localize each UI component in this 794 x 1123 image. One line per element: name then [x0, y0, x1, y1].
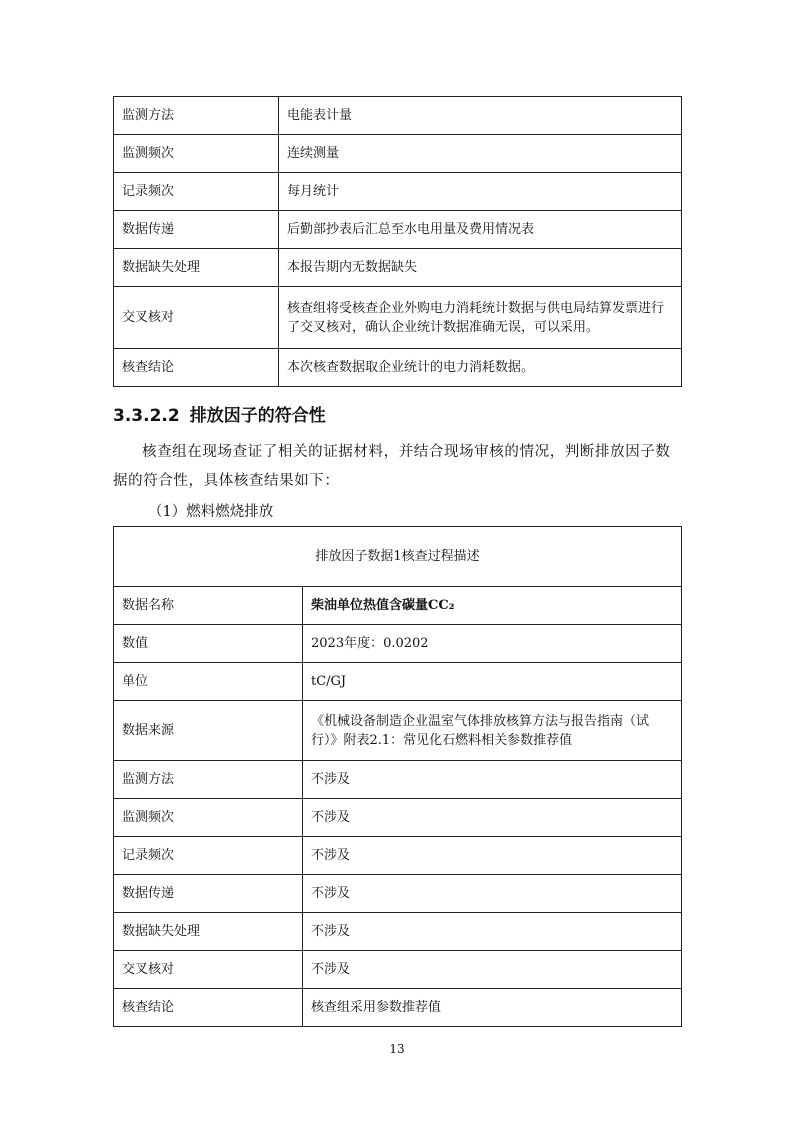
row-key: 核查结论	[114, 349, 279, 387]
row-value: 不涉及	[303, 837, 682, 875]
table-row	[114, 211, 682, 249]
row-key: 交叉核对	[114, 951, 303, 989]
row-key: 监测方法	[114, 761, 303, 799]
row-value: tC/GJ	[303, 663, 682, 701]
row-key: 数据传递	[114, 875, 303, 913]
row-value: 连续测量	[279, 135, 682, 173]
row-key: 数据名称	[114, 587, 303, 625]
row-key: 交叉核对	[114, 287, 279, 349]
table-header-row	[114, 527, 682, 587]
row-value: 2023年度：0.0202	[303, 625, 682, 663]
table-row	[114, 761, 682, 799]
table-row	[114, 625, 682, 663]
row-value: 每月统计	[279, 173, 682, 211]
row-key: 数据缺失处理	[114, 913, 303, 951]
table-row	[114, 989, 682, 1027]
row-key: 记录频次	[114, 837, 303, 875]
row-key: 数据来源	[114, 701, 303, 761]
table-row	[114, 349, 682, 387]
table-row	[114, 587, 682, 625]
row-key: 记录频次	[114, 173, 279, 211]
table-row	[114, 701, 682, 761]
row-value: 不涉及	[303, 799, 682, 837]
row-key: 核查结论	[114, 989, 303, 1027]
row-value: 不涉及	[303, 913, 682, 951]
row-key: 监测频次	[114, 799, 303, 837]
electricity-data-table	[113, 96, 682, 387]
table-row	[114, 135, 682, 173]
emission-factor-table	[113, 526, 682, 1027]
table-row	[114, 97, 682, 135]
table-row	[114, 799, 682, 837]
row-value: 本次核查数据取企业统计的电力消耗数据。	[279, 349, 682, 387]
row-value: 柴油单位热值含碳量CC₂	[303, 587, 682, 625]
table-row	[114, 249, 682, 287]
table-header: 排放因子数据1核查过程描述	[114, 527, 682, 587]
row-value: 本报告期内无数据缺失	[279, 249, 682, 287]
row-key: 监测方法	[114, 97, 279, 135]
row-key: 数据传递	[114, 211, 279, 249]
row-key: 数值	[114, 625, 303, 663]
row-value: 核查组采用参数推荐值	[303, 989, 682, 1027]
row-value: 后勤部抄表后汇总至水电用量及费用情况表	[279, 211, 682, 249]
section-heading	[113, 401, 326, 426]
row-key: 数据缺失处理	[114, 249, 279, 287]
table-row	[114, 951, 682, 989]
table-row	[114, 287, 682, 349]
table-row	[114, 913, 682, 951]
row-value: 不涉及	[303, 875, 682, 913]
table-row	[114, 663, 682, 701]
row-value: 不涉及	[303, 761, 682, 799]
row-value: 核查组将受核查企业外购电力消耗统计数据与供电局结算发票进行了交叉核对，确认企业统计数据准确无误，可以采用。	[279, 287, 682, 349]
row-value: 电能表计量	[279, 97, 682, 135]
subheading: （1）燃料燃烧排放	[148, 504, 274, 520]
section-title: 排放因子的符合性	[189, 406, 326, 426]
table-row	[114, 875, 682, 913]
body-paragraph: 核查组在现场查证了相关的证据材料，并结合现场审核的情况，判断排放因子数据的符合性，具体核查结果如下：	[113, 444, 671, 489]
row-key: 监测频次	[114, 135, 279, 173]
page-number: 13	[389, 1042, 405, 1056]
row-key: 单位	[114, 663, 303, 701]
section-number: 3.3.2.2	[113, 406, 180, 426]
table-row	[114, 173, 682, 211]
row-value: 《机械设备制造企业温室气体排放核算方法与报告指南（试行）》附表2.1：常见化石燃料相关参数推荐值	[303, 701, 682, 761]
table-row	[114, 837, 682, 875]
row-value: 不涉及	[303, 951, 682, 989]
